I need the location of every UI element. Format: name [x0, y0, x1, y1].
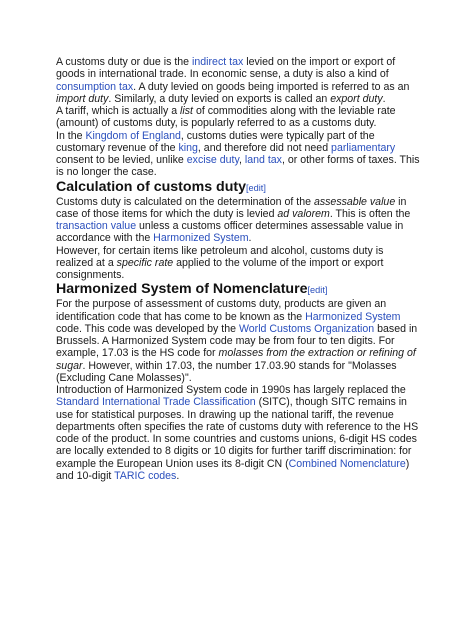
italic-text: export duty — [330, 92, 383, 105]
text-run: applied to the volume of the import or export consignments. — [56, 256, 384, 281]
italic-text: molasses from the extraction or refining of sugar — [56, 347, 416, 372]
inline-link[interactable]: consumption tax — [56, 80, 134, 93]
inline-link[interactable]: land tax — [244, 154, 282, 166]
text-run: . — [176, 469, 180, 482]
italic-text: ad valorem — [277, 207, 330, 220]
edit-link[interactable]: [edit] — [307, 285, 328, 296]
text-run: . — [248, 232, 252, 245]
text-run: . Similarly, a duty levied on exports is called an — [108, 92, 331, 105]
inline-link[interactable]: Kingdom of England — [85, 129, 181, 142]
inline-link[interactable]: World Customs Organization — [238, 322, 375, 335]
inline-link[interactable]: Combined Nomenclature — [288, 457, 406, 470]
inline-link[interactable]: Harmonized System — [305, 310, 401, 323]
inline-link[interactable]: excise duty — [186, 154, 239, 166]
petroleum-paragraph — [56, 245, 421, 282]
text-run: consent to be levied, unlike — [56, 154, 187, 166]
tariff-paragraph — [56, 105, 421, 130]
italic-text: list — [180, 105, 193, 117]
text-run: unless a customs officer determines assessable value in accordance with the — [56, 220, 404, 245]
text-run: Customs duty is calculated on the determination of the — [56, 195, 314, 208]
text-run: , customs duties were typically part of the customary revenue of the — [56, 129, 375, 154]
text-run: In the — [56, 129, 86, 142]
inline-link[interactable]: Standard International Trade Classification — [56, 396, 256, 409]
text-run: , or other forms of taxes. This is no longer the case. — [56, 154, 420, 179]
text-run: based in Brussels. A Harmonized System code may be from four to ten digits. For example, 17.03 is the HS code for — [56, 322, 418, 360]
section-heading-calculation — [56, 179, 421, 196]
section-heading-harmonized — [56, 281, 421, 298]
sitc-paragraph — [56, 384, 421, 482]
text-run: . However, within 17.03, the number 17.03.90 stands for "Molasses (Excluding Cane Molasses)". — [56, 359, 397, 384]
text-run: For the purpose of assessment of customs duty, products are given an identification code that has come to be known as the — [56, 298, 387, 323]
hs-paragraph — [56, 298, 421, 384]
text-run: . — [382, 92, 386, 105]
heading-title: Harmonized System of Nomenclature — [56, 281, 308, 298]
inline-link[interactable]: king — [178, 141, 198, 154]
text-run: levied on the import or export of goods in international trade. In economic sense, a duty is also a kind of — [56, 56, 396, 81]
text-run: However, for certain items like petroleum and alcohol, customs duty is realized at a — [56, 244, 384, 269]
document-body — [56, 56, 421, 482]
text-run: Introduction of Harmonized System code in 1990s has largely replaced the — [56, 384, 406, 396]
text-run: , — [238, 154, 245, 166]
text-run: . A duty levied on goods being imported is referred to as an — [133, 80, 410, 93]
italic-text: specific rate — [116, 256, 174, 269]
italic-text: import duty — [56, 92, 109, 105]
text-run: ) and 10-digit — [56, 457, 410, 482]
text-run: in case of those items for which the duty is levied — [56, 195, 407, 220]
edit-link[interactable]: [edit] — [245, 182, 266, 193]
heading-title: Calculation of customs duty — [56, 178, 246, 195]
inline-link[interactable]: transaction value — [56, 220, 137, 232]
text-run: of commodities along with the leviable rate (amount) of customs duty, is popularly referred to as a customs duty. — [56, 105, 396, 130]
text-run: A tariff, which is actually a — [56, 105, 181, 117]
calculation-paragraph — [56, 196, 421, 245]
text-run: code. This code was developed by the — [56, 322, 239, 335]
text-run: . This is often the — [329, 207, 411, 220]
inline-link[interactable]: TARIC codes — [114, 469, 177, 482]
inline-link[interactable]: Harmonized System — [153, 232, 249, 245]
england-paragraph — [56, 130, 421, 179]
text-run: , and therefore did not need — [197, 141, 332, 154]
intro-paragraph — [56, 56, 421, 105]
inline-link[interactable]: indirect tax — [192, 56, 244, 68]
italic-text: assessable value — [313, 195, 396, 208]
text-run: A customs duty or due is the — [56, 56, 193, 68]
text-run: (SITC), though SITC remains in use for statistical purposes. In drawing up the national tariff, the revenue departments often specifies the rate of customs duty with reference to the HS code of the product. In some countries and customs unions, 6-digit HS codes are locally extended to 8 digits or 10 digits for further tariff discrimination: for example the European Union uses its 8-digit CN ( — [56, 396, 419, 470]
inline-link[interactable]: parliamentary — [331, 141, 396, 154]
